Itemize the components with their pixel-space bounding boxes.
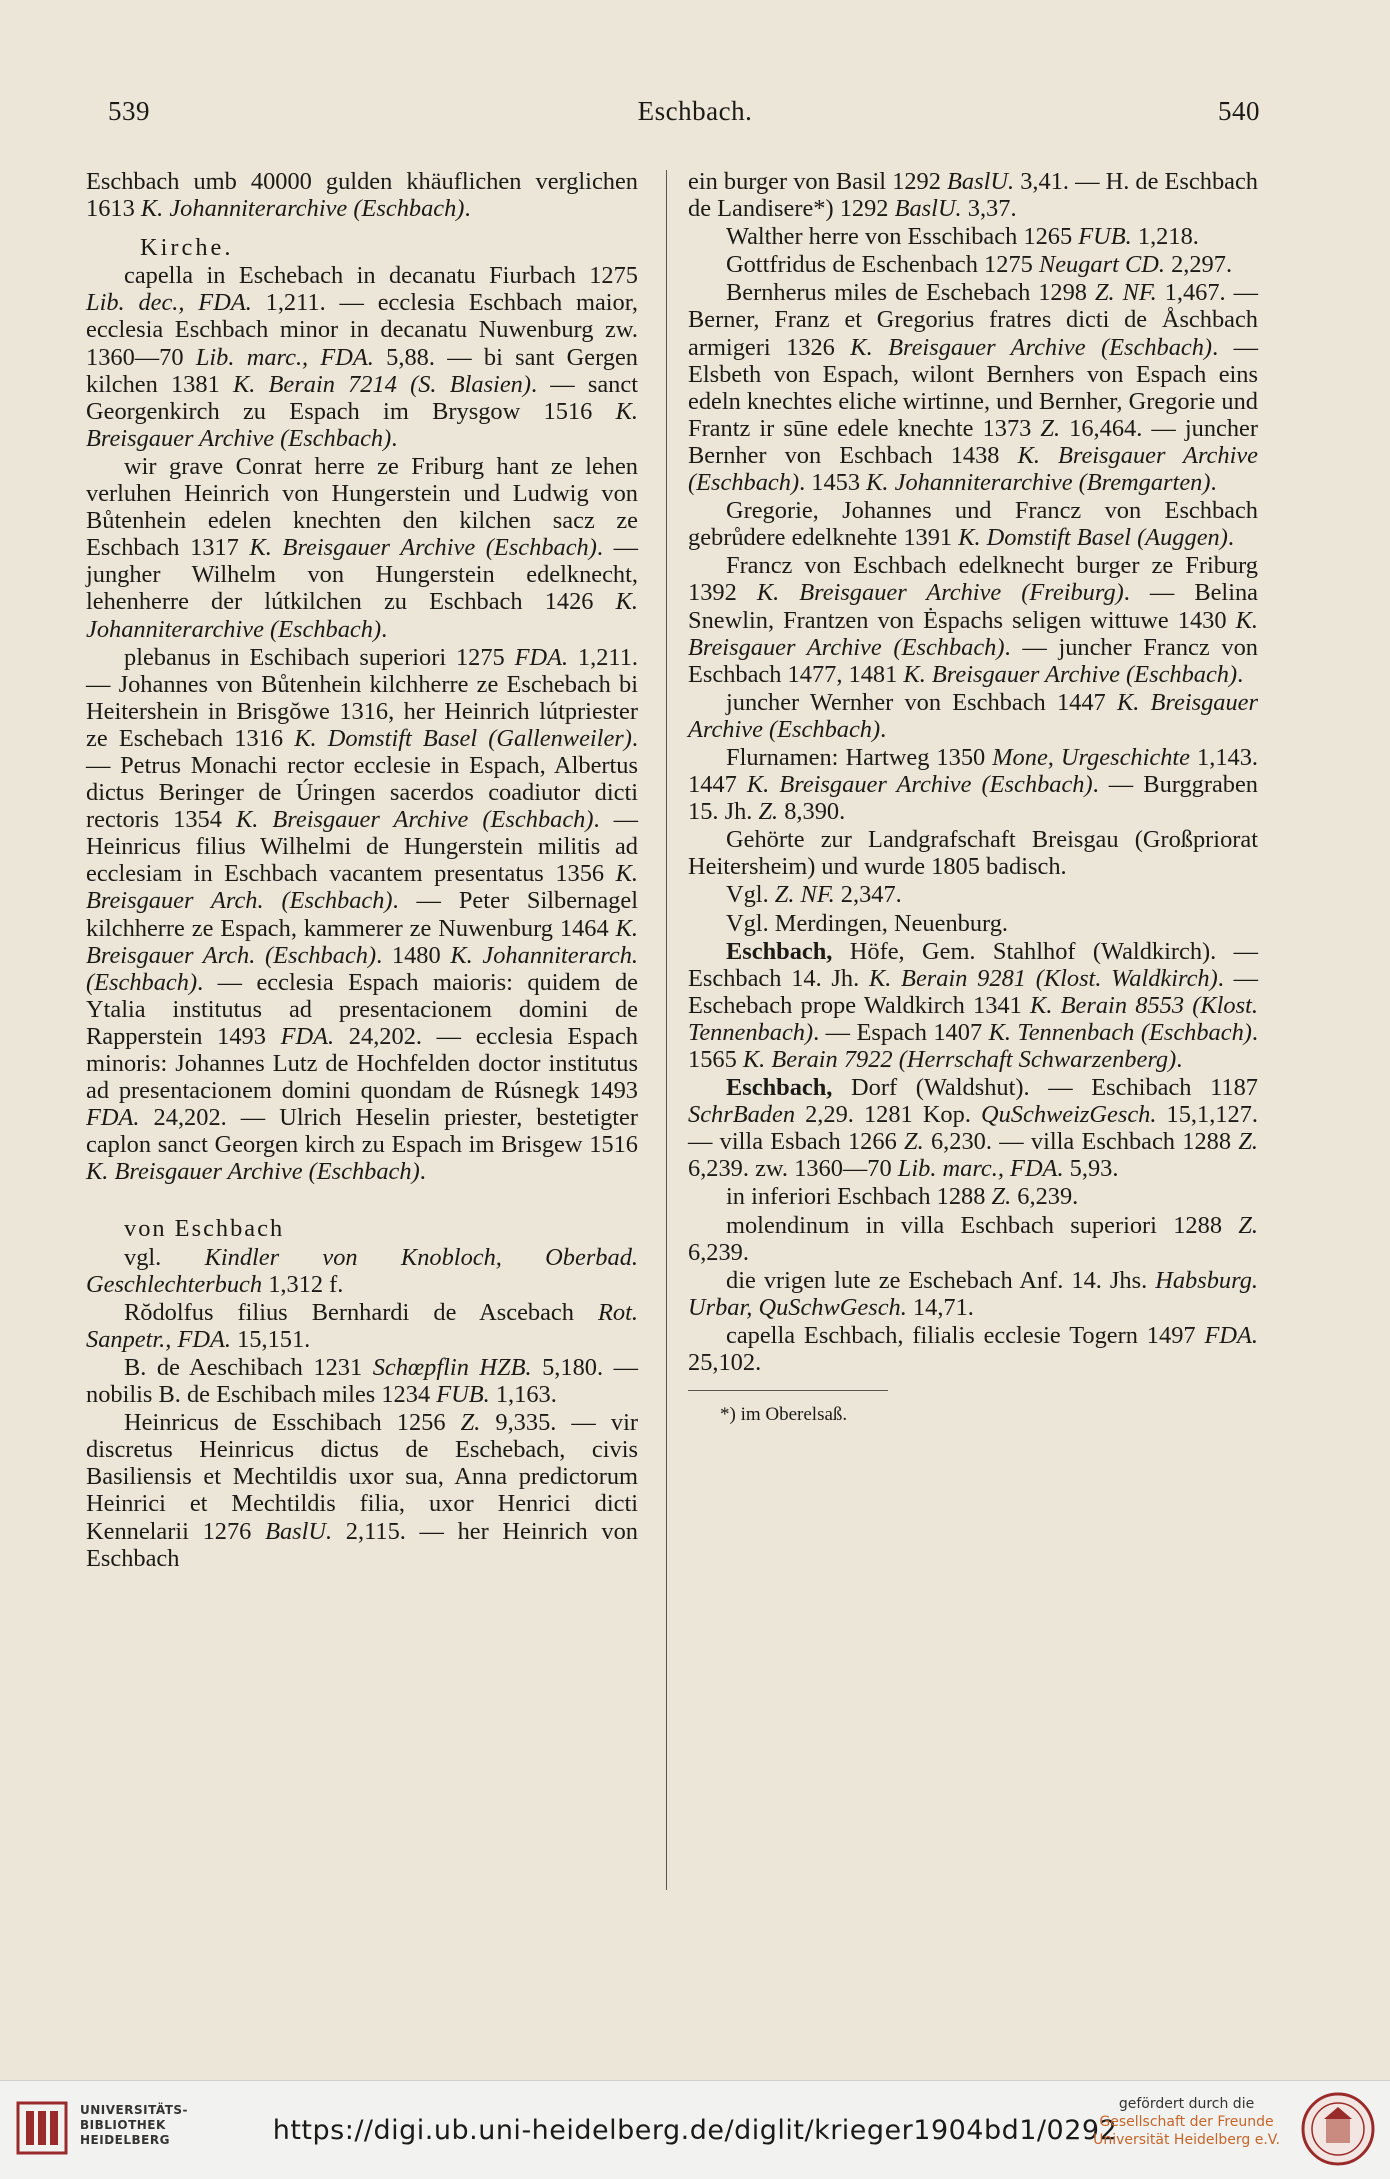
running-title: Eschbach.: [637, 96, 753, 126]
paragraph: Flurnamen: Hartweg 1350 Mone, Urgeschichte 1,143. 1447 K. Breisgauer Archive (Eschbach). — Burggraben 15. Jh. Z. 8,390.: [688, 743, 1258, 826]
left-column: [86, 168, 638, 1573]
paragraph: Eschbach, Dorf (Waldshut). — Eschibach 1187 SchrBaden 2,29. 1281 Kop. QuSchweizGesch. 15,1,127. — villa Esbach 1266 Z. 6,230. — villa Eschbach 1288 Z. 6,239. zw. 1360—70 Lib. marc., FDA. 5,93.: [688, 1074, 1258, 1183]
left-page-number: 539: [108, 96, 150, 126]
paragraph: Rŏdolfus filius Bernhardi de Ascebach Rot. Sanpetr., FDA. 15,151.: [86, 1298, 638, 1353]
paragraph: Gottfridus de Eschenbach 1275 Neugart CD. 2,297.: [726, 251, 1233, 279]
page-url[interactable]: https://digi.ub.uni-heidelberg.de/diglit/krieger1904bd1/0292: [272, 2115, 1118, 2146]
paragraph: Francz von Eschbach edelknecht burger ze Friburg 1392 K. Breisgauer Archive (Freiburg). — Belina Snewlin, Frantzen von Ėspachs seligen wittuwe 1430 K. Breisgauer Archive (Eschbach). — juncher Francz von Eschbach 1477, 1481 K. Breisgauer Archive (Eschbach).: [688, 552, 1259, 688]
paragraph: Heinricus de Esschibach 1256 Z. 9,335. — vir discretus Heinricus dictus de Eschebach, civis Basiliensis et Mechtildis uxor sua, Anna predictorum Heinrici et Mechtildis filia, uxor Henrici dicti Kennelarii 1276 BaslU. 2,115. — her Heinrich von Eschbach: [86, 1409, 638, 1572]
paragraph: von Eschbach: [124, 1215, 285, 1243]
university-name: UNIVERSITÄTS- BIBLIOTHEK HEIDELBERG: [80, 2103, 189, 2147]
paragraph: ein burger von Basil 1292 BaslU. 3,41. — H. de Eschbach de Landisere*) 1292 BaslU. 3,37.: [688, 168, 1258, 223]
paragraph: Walther herre von Esschibach 1265 FUB. 1,218.: [726, 223, 1199, 251]
paragraph: wir grave Conrat herre ze Friburg hant ze lehen verluhen Heinrich von Hungerstein und Ludwig von Bůtenhein edelen knechten den kilchen sacz ze Eschbach 1317 K. Breisgauer Archive (Eschbach). — jungher Wilhelm von Hungerstein edelknecht, lehenherre der lútkilchen zu Eschbach 1426 K. Johanniterarchive (Eschbach).: [86, 452, 639, 643]
paragraph: capella in Eschebach in decanatu Fiurbach 1275 Lib. dec., FDA. 1,211. — ecclesia Eschbach maior, ecclesia Eschbach minor in decanatu Nuwenburg zw. 1360—70 Lib. marc., FDA. 5,88. — bi sant Gergen kilchen 1381 K. Berain 7214 (S. Blasien). — sanct Georgenkirch zu Espach im Brysgow 1516 K. Breisgauer Archive (Eschbach).: [86, 262, 639, 452]
column-divider: [666, 170, 667, 1890]
footnote: *) im Oberelsaß.: [720, 1404, 848, 1426]
paragraph: Gehörte zur Landgrafschaft Breisgau (Großpriorat Heitersheim) und wurde 1805 badisch.: [688, 826, 1258, 881]
paragraph: Bernherus miles de Eschebach 1298 Z. NF. 1,467. — Berner, Franz et Gregorius fratres dicti de Åschbach armigeri 1326 K. Breisgauer Archive (Eschbach). — Elsbeth von Espach, wilont Bernhers von Espach eins edeln knechtes eliche wirtinne, und Bernher, Gregorie und Frantz ir sūne edele knechte 1373 Z. 16,464. — juncher Bernher von Eschbach 1438 K. Breisgauer Archive (Eschbach). 1453 K. Johanniterarchive (Bremgarten).: [688, 279, 1259, 497]
paragraph: Kirche.: [140, 234, 234, 262]
paragraph: Eschbach umb 40000 gulden khäuflichen verglichen 1613 K. Johanniterarchive (Eschbach).: [86, 168, 638, 223]
right-column: [688, 168, 1258, 1428]
footnote-rule: [688, 1390, 888, 1391]
paragraph: Eschbach, Höfe, Gem. Stahlhof (Waldkirch). — Eschbach 14. Jh. K. Berain 9281 (Klost. Waldkirch). — Eschebach prope Waldkirch 1341 K. Berain 8553 (Klost. Tennenbach). — Espach 1407 K. Tennenbach (Eschbach). 1565 K. Berain 7922 (Herrschaft Schwarzenberg).: [688, 937, 1258, 1073]
paragraph: molendinum in villa Eschbach superiori 1288 Z. 6,239.: [688, 1211, 1258, 1266]
paragraph: Gregorie, Johannes und Francz von Eschbach gebrůdere edelknehte 1391 K. Domstift Basel (Auggen).: [688, 497, 1258, 552]
paragraph: vgl. Kindler von Knobloch, Oberbad. Geschlechterbuch 1,312 f.: [86, 1243, 638, 1298]
paragraph: Vgl. Merdingen, Neuenburg.: [726, 909, 1009, 937]
paragraph: Vgl. Z. NF. 2,347.: [726, 881, 902, 909]
university-seal-icon: [1300, 2091, 1376, 2167]
viewer-footer: [0, 2080, 1390, 2179]
paragraph: plebanus in Eschibach superiori 1275 FDA. 1,211. — Johannes von Bůtenhein kilchherre ze Eschebach bi Heitershein in Brisgŏwe 1316, her Heinrich lútpriester ze Eschebach 1316 K. Domstift Basel (Gallenweiler). — Petrus Monachi rector ecclesie in Espach, Albertus dictus Beringer de Úringen sacerdos coadiutor dicti rectoris 1354 K. Breisgauer Archive (Eschbach). — Heinricus filius Wilhelmi de Hungerstein militis ad ecclesiam in Eschbach vacantem presentatus 1356 K. Breisgauer Arch. (Eschbach). — Peter Silbernagel kilchherre ze Espach, kammerer ze Nuwenburg 1464 K. Breisgauer Arch. (Eschbach). 1480 K. Johanniterarch. (Eschbach). — ecclesia Espach maioris: quidem de Ytalia institutus ad presentacionem domini de Rapperstein 1493 FDA. 24,202. — ecclesia Espach minoris: Johannes Lutz de Hochfelden doctor institutus ad presentacionem domini quondam de Rúsnegk 1493 FDA. 24,202. — Ulrich Heselin priester, bestetigter caplon sanct Georgen kirch zu Espach im Brisgew 1516 K. Breisgauer Archive (Eschbach).: [86, 643, 639, 1186]
paragraph: juncher Wernher von Eschbach 1447 K. Breisgauer Archive (Eschbach).: [688, 688, 1258, 743]
sponsor-block: gefördert durch die Gesellschaft der Freunde Universität Heidelberg e.V.: [1093, 2096, 1280, 2148]
paragraph: die vrigen lute ze Eschebach Anf. 14. Jhs. Habsburg. Urbar, QuSchwGesch. 14,71.: [688, 1266, 1258, 1321]
paragraph: capella Eschbach, filialis ecclesie Togern 1497 FDA. 25,102.: [688, 1321, 1258, 1377]
right-column-body: [688, 168, 1258, 1376]
right-page-number: 540: [1218, 96, 1260, 126]
paragraph: in inferiori Eschbach 1288 Z. 6,239.: [726, 1183, 1079, 1211]
paragraph: B. de Aeschibach 1231 Schœpflin HZB. 5,180. — nobilis B. de Eschibach miles 1234 FUB. 1,163.: [86, 1353, 639, 1409]
